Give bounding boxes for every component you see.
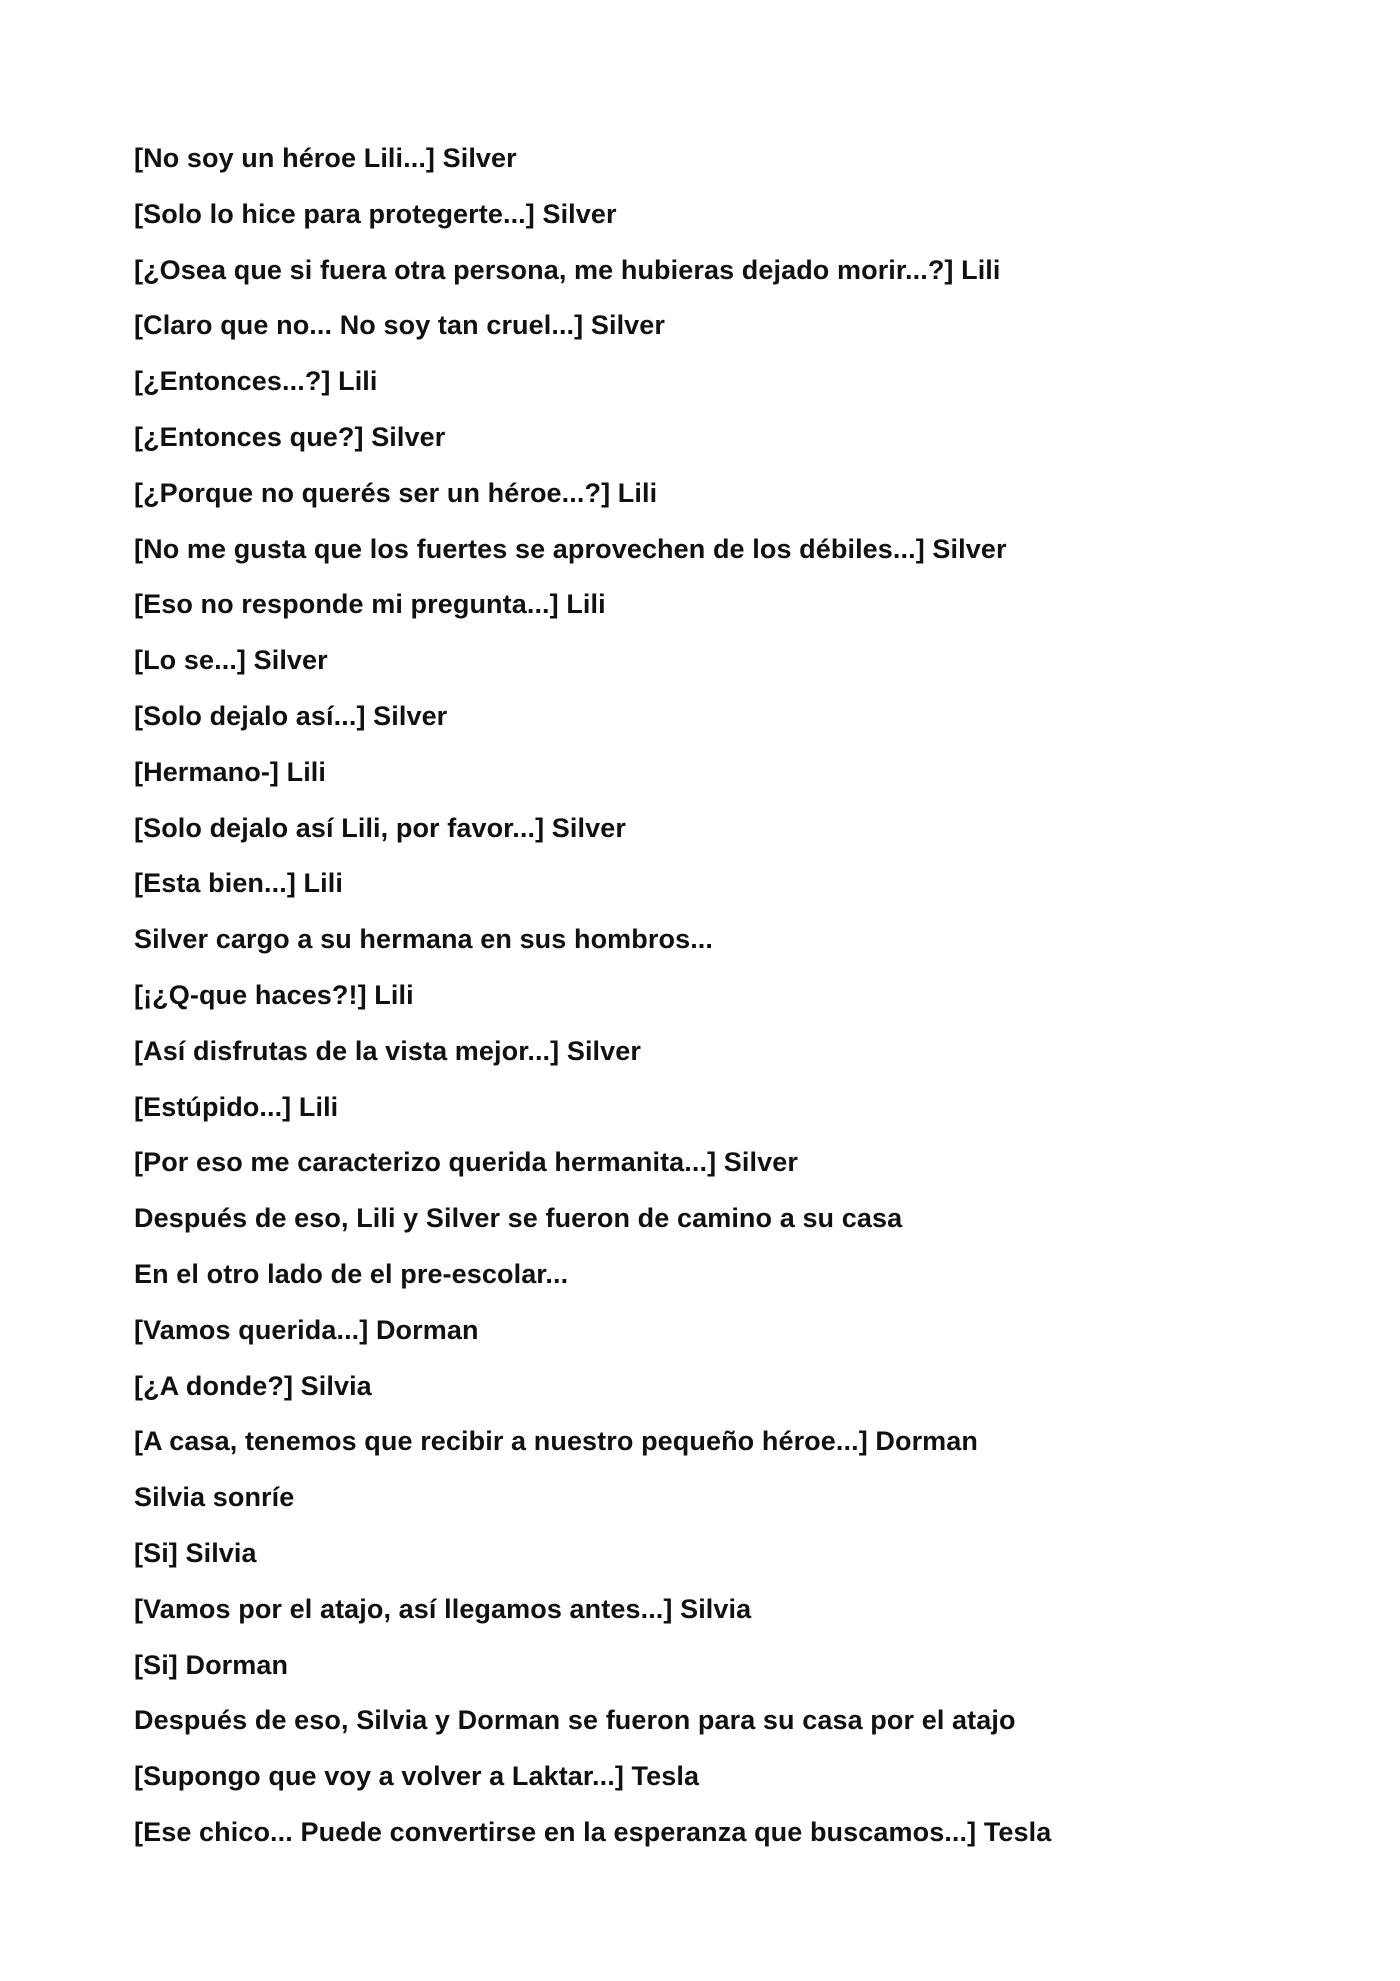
text-line: [¿A donde?] Silvia (134, 1370, 372, 1401)
text-line: [Si] Dorman (134, 1649, 289, 1680)
dialogue-text (134, 131, 1334, 1861)
text-line: [Esta bien...] Lili (134, 868, 343, 899)
text-line: [Solo dejalo así...] Silver (134, 700, 448, 731)
text-line: [¡¿Q-que haces?!] Lili (134, 979, 414, 1010)
text-line: Después de eso, Lili y Silver se fueron de camino a su casa (134, 1203, 903, 1234)
text-line: [¿Entonces...?] Lili (134, 366, 378, 397)
text-line: [Solo dejalo así Lili, por favor...] Silver (134, 812, 626, 843)
text-line: [Vamos querida...] Dorman (134, 1314, 479, 1345)
text-line: [¿Porque no querés ser un héroe...?] Lili (134, 477, 658, 508)
text-line: [Supongo que voy a volver a Laktar...] Tesla (134, 1761, 700, 1792)
text-line: Silvia sonríe (134, 1482, 295, 1513)
text-line: [Claro que no... No soy tan cruel...] Silver (134, 310, 666, 341)
text-line: [Hermano-] Lili (134, 756, 327, 787)
text-line: Silver cargo a su hermana en sus hombros... (134, 924, 713, 955)
text-line: [¿Osea que si fuera otra persona, me hubieras dejado morir...?] Lili (134, 254, 1001, 285)
text-line: [Así disfrutas de la vista mejor...] Silver (134, 1035, 641, 1066)
text-line: Después de eso, Silvia y Dorman se fueron para su casa por el atajo (134, 1705, 1016, 1736)
text-line: [No soy un héroe Lili...] Silver (134, 143, 517, 173)
text-line: [Estúpido...] Lili (134, 1091, 339, 1122)
text-line: [No me gusta que los fuertes se aprovechen de los débiles...] Silver (134, 533, 1007, 564)
text-line: En el otro lado de el pre-escolar... (134, 1258, 569, 1289)
text-line: [Si] Silvia (134, 1537, 257, 1568)
text-line: [Lo se...] Silver (134, 645, 328, 676)
text-line: [¿Entonces que?] Silver (134, 421, 446, 452)
text-line: [Ese chico... Puede convertirse en la esperanza que buscamos...] Tesla (134, 1816, 1052, 1847)
text-line: [Eso no responde mi pregunta...] Lili (134, 589, 606, 620)
text-line: [A casa, tenemos que recibir a nuestro pequeño héroe...] Dorman (134, 1426, 978, 1457)
text-line: [Por eso me caracterizo querida hermanita...] Silver (134, 1147, 798, 1178)
text-line: [Vamos por el atajo, así llegamos antes...] Silvia (134, 1593, 752, 1624)
text-line: [Solo lo hice para protegerte...] Silver (134, 198, 617, 229)
